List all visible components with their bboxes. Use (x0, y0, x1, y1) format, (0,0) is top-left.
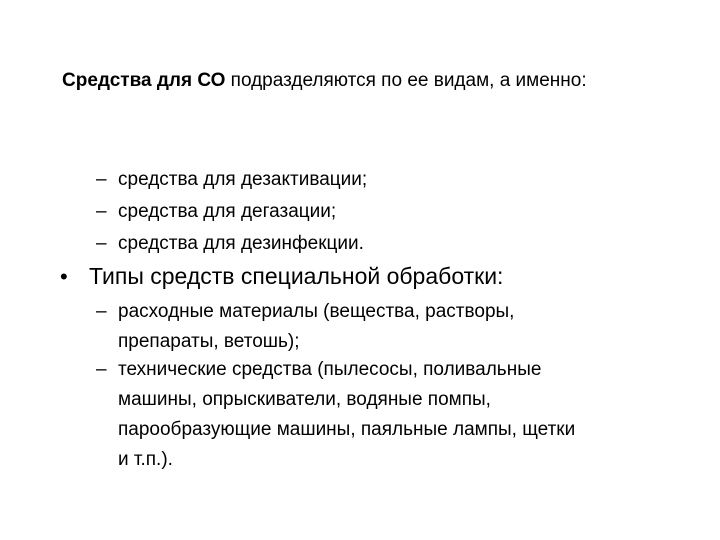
dash-marker: – (96, 201, 107, 222)
list-item-technical-means: технические средства (пылесосы, поливальные машины, опрыскиватели, водяные помпы, парообразующие машины, паяльные лампы, щетки и т.п.). (118, 359, 576, 470)
bullet-marker: • (60, 264, 68, 289)
dash-marker: – (96, 301, 107, 322)
list-item-consumables: расходные материалы (вещества, растворы, препараты, ветошь); (118, 301, 515, 352)
list-item-degassing: средства для дегазации; (118, 201, 337, 222)
slide-title-rest: подразделяются по ее видам, а именно: (225, 70, 587, 91)
dash-marker: – (96, 169, 107, 190)
list-item-disinfection: средства для дезинфекции. (118, 233, 364, 254)
list-item-decontamination: средства для дезактивации; (118, 169, 368, 190)
dash-marker: – (96, 359, 107, 380)
dash-marker: – (96, 233, 107, 254)
bullet-item-treatment-types: Типы средств специальной обработки: (89, 263, 504, 289)
slide-title-bold: Средства для СО (62, 70, 226, 91)
